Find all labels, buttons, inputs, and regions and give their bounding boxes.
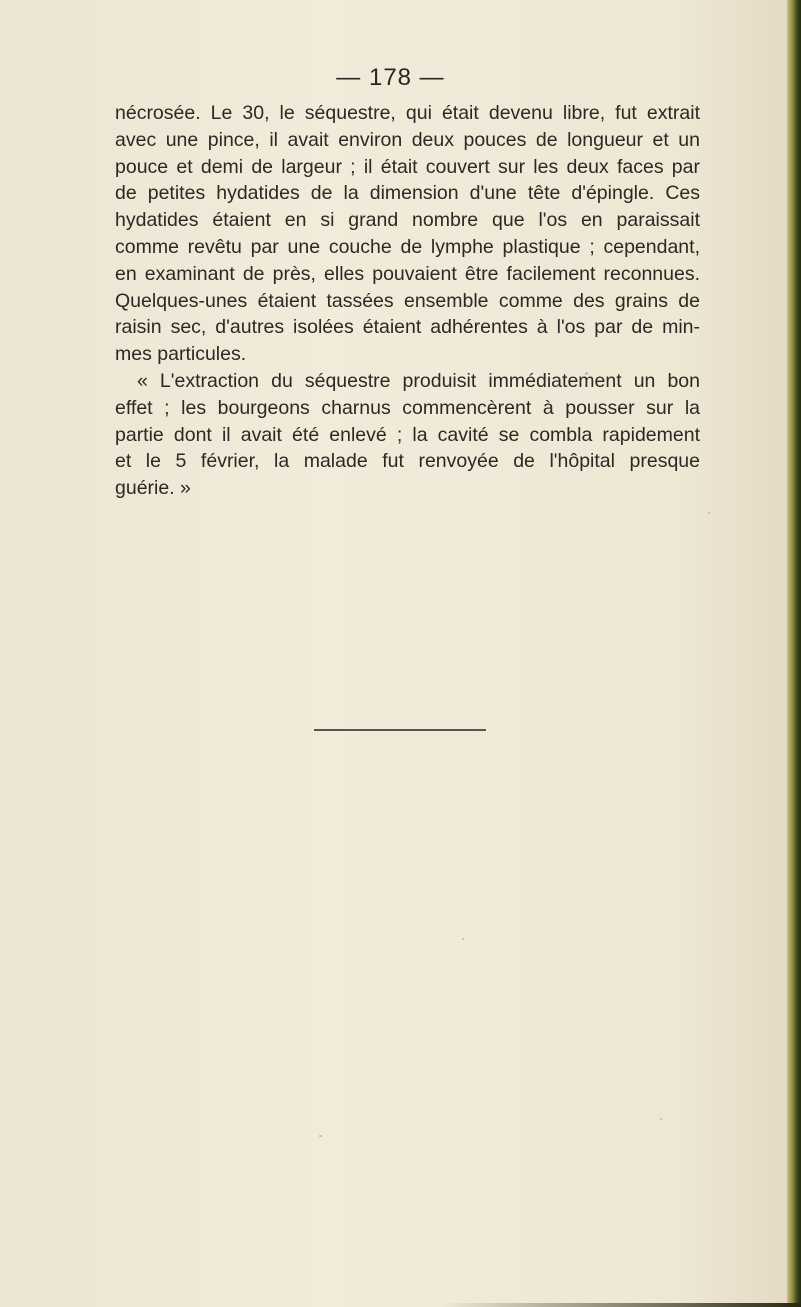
paper-speck — [585, 372, 588, 375]
section-rule — [314, 729, 486, 731]
text-line: partie dont il avait été enlevé ; la cavité se combla rapidement — [115, 423, 700, 446]
paper-speck — [462, 938, 464, 940]
page-bottom-shadow — [440, 1303, 801, 1307]
text-line: mes particules. — [115, 343, 247, 366]
text-line: de petites hydatides de la dimension d'une tête d'épingle. Ces — [115, 182, 700, 205]
text-line: raisin sec, d'autres isolées étaient adhérentes à l'os par de min- — [115, 316, 700, 339]
paper-speck — [708, 512, 710, 514]
text-line: Quelques-unes étaient tassées ensemble comme des grains de — [115, 289, 700, 312]
paper-speck — [660, 1118, 662, 1120]
text-line: « L'extraction du séquestre produisit immédiatement un bon — [137, 369, 700, 392]
text-line: pouce et demi de largeur ; il était couvert sur les deux faces par — [115, 155, 700, 178]
body-text — [115, 100, 700, 502]
text-line: effet ; les bourgeons charnus commencèrent à pousser sur la — [115, 396, 700, 419]
text-line: nécrosée. Le 30, le séquestre, qui était devenu libre, fut extrait — [115, 102, 700, 124]
text-line: avec une pince, il avait environ deux pouces de longueur et un — [115, 128, 700, 151]
text-line: en examinant de près, elles pouvaient être facilement reconnues. — [115, 262, 700, 285]
page-binding-edge — [787, 0, 801, 1307]
page-number: — 178 — — [336, 64, 445, 91]
text-line: guérie. » — [115, 477, 191, 500]
paper-speck — [319, 1135, 322, 1137]
text-line: comme revêtu par une couche de lymphe plastique ; cependant, — [115, 235, 700, 258]
text-line: hydatides étaient en si grand nombre que l'os en paraissait — [115, 209, 700, 232]
text-line: et le 5 février, la malade fut renvoyée de l'hôpital presque — [115, 450, 700, 473]
